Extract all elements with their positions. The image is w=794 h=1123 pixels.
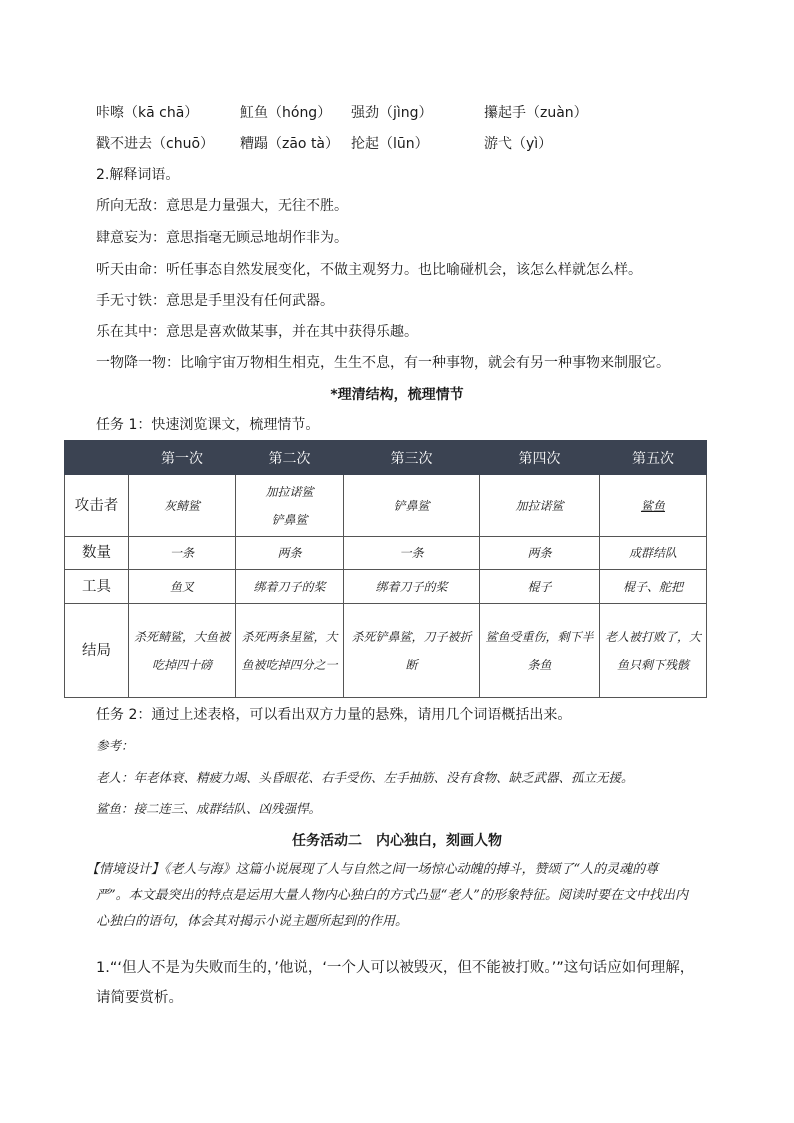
table-header-row: [65, 441, 707, 475]
pinyin-item: 攥起手（zuàn）: [484, 105, 588, 121]
cell-text: 加拉诺鲨: [265, 484, 314, 499]
table-cell: 杀死鲭鲨，大鱼被吃掉四十磅: [129, 604, 236, 698]
scenario-line: 心独白的语句，体会其对揭示小说主题所起到的作用。: [96, 914, 409, 929]
table-header-cell: 第四次: [480, 441, 600, 475]
table-cell: 成群结队: [600, 537, 707, 570]
pinyin-item: 戳不进去（chuō）: [96, 136, 215, 152]
table-header-cell: 第三次: [344, 441, 480, 475]
scenario-paragraph: [86, 857, 706, 935]
table-cell: 绑着刀子的桨: [344, 570, 480, 604]
table-cell: 老人被打败了，大鱼只剩下残骸: [600, 604, 707, 698]
table-row: [65, 537, 707, 570]
table-cell: 鲨鱼受重伤，剩下半条鱼: [480, 604, 600, 698]
question-line: 1.“‘但人不是为失败而生的，’他说，‘一个人可以被毁灭，但不能被打败。’”这句话应如何理解，: [96, 960, 695, 976]
table-cell: 鱼叉: [129, 570, 236, 604]
pinyin-item: 游弋（yì）: [484, 136, 553, 152]
table-cell: 一条: [344, 537, 480, 570]
table-cell: 绑着刀子的桨: [236, 570, 344, 604]
table-cell: 一条: [129, 537, 236, 570]
question-1: [96, 953, 712, 1013]
pinyin-item: 魟鱼（hóng）: [240, 105, 332, 121]
reference-label: 参考：: [96, 738, 134, 753]
question-line: 请简要赏析。: [96, 990, 183, 1006]
pinyin-item: 强劲（jìng）: [351, 105, 433, 121]
scenario-line: 严”。本文最突出的特点是运用大量人物内心独白的方式凸显“老人”的形象特征。阅读时要在文中找出内: [96, 888, 688, 903]
cell-text: 灰鲭鲨: [163, 498, 200, 513]
activity-2-title: 任务活动二 内心独白，刻画人物: [292, 833, 502, 849]
reference-old-man: 老人：年老体衰、精疲力竭、头昏眼花、右手受伤、左手抽筋、没有食物、缺乏武器、孤立无援。: [96, 770, 634, 785]
definition-line: 一物降一物：比喻宇宙万物相生相克，生生不息，有一种事物，就会有另一种事物来制服它。: [96, 355, 670, 371]
table-row: [65, 604, 707, 698]
table-cell: 两条: [480, 537, 600, 570]
table-header-cell: [65, 441, 129, 475]
definition-line: 肆意妄为：意思指毫无顾忌地胡作非为。: [96, 230, 348, 246]
table-cell: 杀死铲鼻鲨，刀子被折断: [344, 604, 480, 698]
cell-text: 铲鼻鲨: [271, 512, 308, 527]
table-header-cell: 第二次: [236, 441, 344, 475]
cell-text: 铲鼻鲨: [393, 498, 430, 513]
table-cell: 棍子: [480, 570, 600, 604]
task-1: 任务 1：快速浏览课文，梳理情节。: [96, 417, 320, 433]
definition-line: 所向无敌：意思是力量强大，无往不胜。: [96, 198, 348, 214]
table-cell: [600, 475, 707, 537]
reference-shark: 鲨鱼：接二连三、成群结队、凶残强悍。: [96, 801, 322, 816]
table-cell: [480, 475, 600, 537]
row-label: 结局: [65, 604, 129, 698]
row-label: 攻击者: [65, 475, 129, 537]
cell-text: 加拉诺鲨: [515, 498, 564, 513]
table-cell: 棍子、舵把: [600, 570, 707, 604]
table-cell: [344, 475, 480, 537]
table-cell: 杀死两条星鲨，大鱼被吃掉四分之一: [236, 604, 344, 698]
table-header-cell: 第一次: [129, 441, 236, 475]
structure-title: *理清结构，梳理情节: [330, 387, 464, 403]
definition-line: 手无寸铁：意思是手里没有任何武器。: [96, 293, 334, 309]
section-heading: 2.解释词语。: [96, 167, 180, 183]
task-2: 任务 2：通过上述表格，可以看出双方力量的悬殊，请用几个词语概括出来。: [96, 707, 572, 723]
pinyin-item: 抡起（lūn）: [351, 136, 429, 152]
pinyin-item: 糟蹋（zāo tà）: [240, 136, 340, 152]
cell-text: 鲨鱼: [640, 498, 665, 513]
table-row: [65, 570, 707, 604]
row-label: 工具: [65, 570, 129, 604]
table-header-cell: 第五次: [600, 441, 707, 475]
table-row: [65, 475, 707, 537]
definition-line: 听天由命：听任事态自然发展变化，不做主观努力。也比喻碰机会，该怎么样就怎么样。: [96, 262, 642, 278]
definition-line: 乐在其中：意思是喜欢做某事，并在其中获得乐趣。: [96, 324, 418, 340]
row-label: 数量: [65, 537, 129, 570]
pinyin-item: 咔嚓（kā chā）: [96, 105, 199, 121]
table-cell: [129, 475, 236, 537]
plot-table: [64, 440, 707, 698]
scenario-line: 【情境设计】《老人与海》这篇小说展现了人与自然之间一场惊心动魄的搏斗，赞颂了“人的灵魂的尊: [86, 862, 659, 877]
table-cell: 两条: [236, 537, 344, 570]
table-cell: [236, 475, 344, 537]
